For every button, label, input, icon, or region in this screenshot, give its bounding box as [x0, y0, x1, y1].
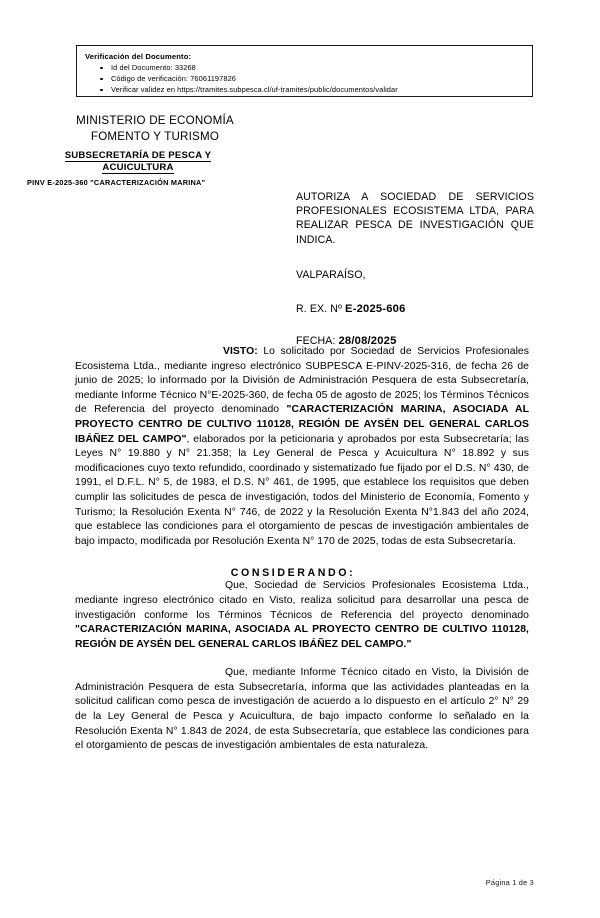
considerando-1-text: Que, Sociedad de Servicios Profesionales Ecosistema Ltda., mediante ingreso electrónico citado en Visto, realiza solicitud para desarrollar una pesca de investigación conforme los Términos Técnicos de Referencia del proyecto denominado: [75, 580, 529, 621]
verification-item-document-id: Id del Documento: 33268: [111, 62, 532, 73]
resolution-number-line: [296, 303, 534, 315]
verification-item-code: Código de verificación: 76061197826: [111, 73, 532, 84]
resolution-number-value: E-2025-606: [345, 302, 406, 315]
resolution-place: VALPARAÍSO,: [296, 268, 366, 281]
visto-project-name: "CARACTERIZACIÓN MARINA, ASOCIADA AL PROYECTO CENTRO DE CULTIVO 110128, REGIÓN DE AYSÉN DEL GENERAL CARLOS IBÁÑEZ DEL CAMPO": [75, 404, 529, 445]
title-block: [296, 190, 534, 347]
considerando-heading: CONSIDERANDO:: [230, 567, 356, 580]
verification-title: Verificación del Documento:: [85, 52, 192, 61]
page-footer: Página 1 de 3: [485, 878, 534, 887]
resolution-date-value: 28/08/2025: [338, 334, 397, 347]
subsecretary-line-2: ACUICULTURA: [102, 162, 174, 173]
resolution-date-label: FECHA:: [296, 334, 339, 347]
considerando-paragraph-2: [75, 666, 529, 754]
subsecretary-line-1: SUBSECRETARÍA DE PESCA Y: [64, 150, 212, 161]
verification-list: [77, 62, 532, 95]
considerando-paragraph-1: [75, 579, 529, 652]
considerando-2-text: Que, mediante Informe Técnico citado en Visto, la División de Administración Pesquera de esta Subsecretaría, informa que las actividades planteadas en la solicitud califican como pesca de investigación de acuerdo a lo dispuesto en el artículo 2° N° 29 de la Ley General de Pesca y Acuicultura, de bajo impacto conforme lo señalado en la Resolución Exenta N° 1.843 de 2024, de esta Subsecretaría, que establece las condiciones para el otorgamiento de pescas de investigación ambientales de esta naturaleza.: [75, 667, 529, 752]
resolution-subject: AUTORIZA A SOCIEDAD DE SERVICIOS PROFESIONALES ECOSISTEMA LTDA, PARA REALIZAR PESCA DE INVESTIGACIÓN QUE INDICA.: [296, 191, 534, 246]
resolution-number-label: R. EX. Nº: [296, 302, 346, 315]
ministry-line-1: MINISTERIO DE ECONOMÍA: [76, 114, 234, 127]
ministry-line-2: FOMENTO Y TURISMO: [90, 129, 220, 143]
subsecretary-heading: [38, 150, 238, 174]
visto-text-after: , elaborados por la peticionaria y aprobados por esta Subsecretaría; las Leyes N° 19.880 y N° 21.358; la Ley General de Pesca y Acuicultura N° 18.892 y sus modificaciones cuyo texto refundido, coordinado y sistematizado fue fijado por el D.S. N° 430, de 1991, el D.F.L. N° 5, de 1983, el D.S. N° 461, de 1995, que establece los requisitos que deben cumplir las solicitudes de pesca de investigación, todos del Ministerio de Economía, Fomento y Turismo; la Resolución Exenta N° 746, de 2022 y la Resolución Exenta N°1.843 del año 2024, que establece las condiciones para el otorgamiento de pescas de investigación ambientales de bajo impacto, modificada por Resolución Exenta N° 170 de 2025, todas de esta Subsecretaría.: [75, 433, 529, 547]
visto-paragraph: [75, 345, 529, 549]
project-code-label: PINV E-2025-360 "CARACTERIZACIÓN MARINA": [27, 178, 206, 187]
ministry-heading: [40, 113, 270, 144]
verification-item-url: Verificar validez en https://tramites.subpesca.cl/uf-tramites/public/documentos/validar: [111, 84, 532, 95]
document-body: [75, 345, 529, 754]
verification-box: [76, 45, 533, 97]
visto-label: VISTO:: [223, 346, 258, 357]
visto-text-before: Lo solicitado por Sociedad de Servicios Profesionales Ecosistema Ltda., mediante ingreso electrónico SUBPESCA E-PINV-2025-316, de fecha 26 de junio de 2025; lo informado por la División de Administración Pesquera de esta Subsecretaría, mediante Informe Técnico N°E-2025-360, de fecha 05 de agosto de 2025; los Términos Técnicos de Referencia del proyecto denominado: [75, 346, 529, 416]
considerando-1-project-name: "CARACTERIZACIÓN MARINA, ASOCIADA AL PROYECTO CENTRO DE CULTIVO 110128, REGIÓN DE AYSÉN DEL GENERAL CARLOS IBÁÑEZ DEL CAMPO.": [75, 624, 529, 650]
